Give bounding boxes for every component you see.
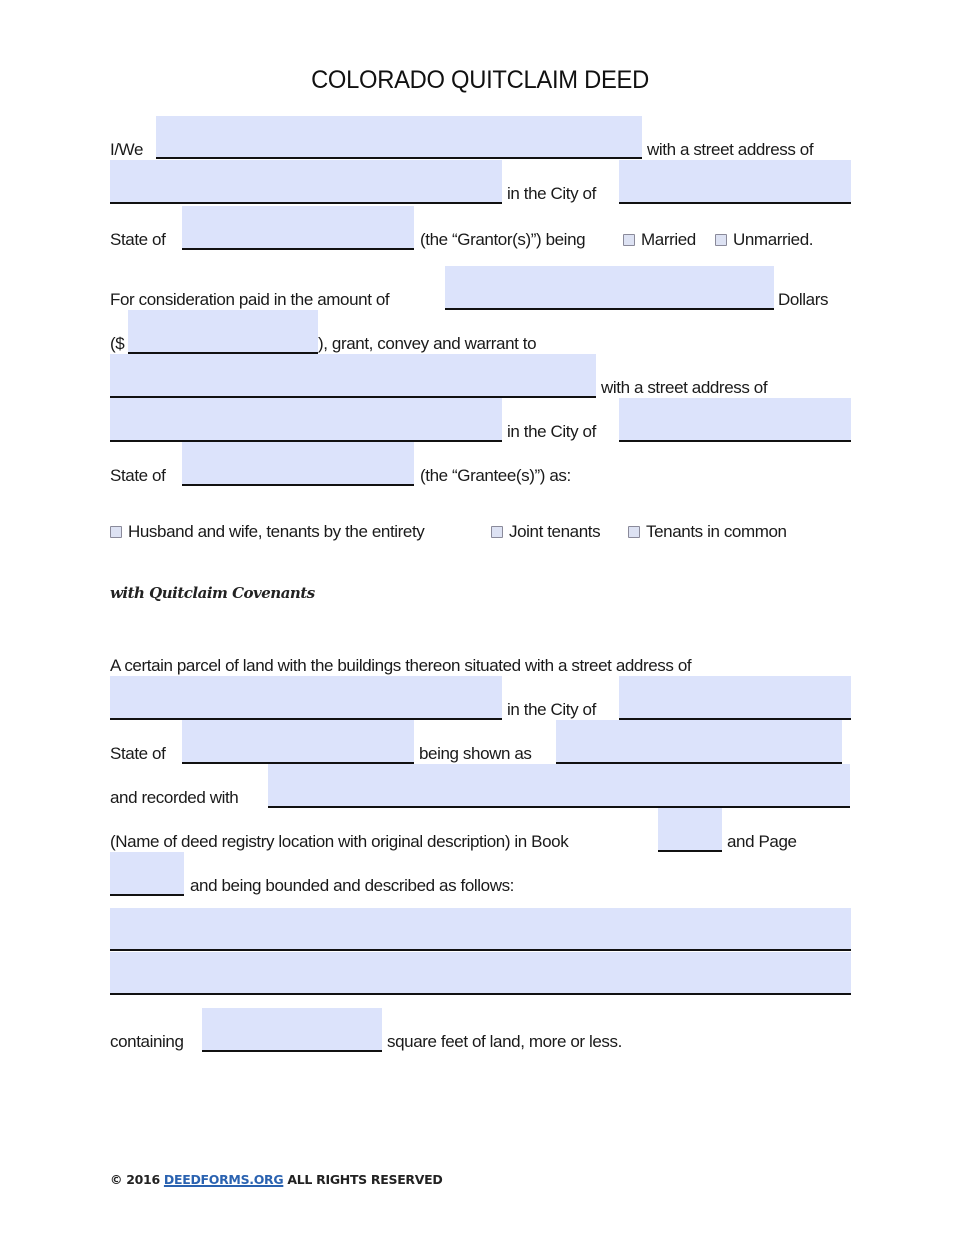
shown-as-label: being shown as [419, 744, 532, 763]
footer [110, 1172, 442, 1187]
grant-label: ), grant, convey and warrant to [318, 334, 537, 353]
amount-number-field[interactable] [128, 310, 318, 354]
grantee-label: (the “Grantee(s)”) as: [420, 466, 571, 485]
grantor-name-field[interactable] [156, 116, 642, 159]
tenancy-label: Joint tenants [509, 522, 601, 541]
tenancy-label: Husband and wife, tenants by the entirety [128, 522, 425, 541]
unmarried-label: Unmarried. [733, 230, 814, 249]
parcel-label: A certain parcel of land with the buildings thereon situated with a street address of [110, 656, 692, 675]
married-label: Married [641, 230, 696, 249]
grantor-label: (the “Grantor(s)”) being [420, 230, 586, 249]
married-checkbox[interactable] [623, 234, 635, 246]
grantor-state-field[interactable] [182, 206, 414, 250]
grantor-city-field[interactable] [619, 160, 851, 204]
common-tenants-checkbox[interactable] [628, 526, 640, 538]
page-title: COLORADO QUITCLAIM DEED [311, 66, 649, 94]
copyright-text: © 2016 [110, 1172, 160, 1187]
married-option[interactable] [623, 230, 696, 250]
grantee-city-field[interactable] [619, 398, 851, 442]
parcel-state-field[interactable] [182, 720, 414, 764]
parcel-state-label: State of [110, 744, 166, 763]
grantee-state-field[interactable] [182, 442, 414, 486]
grantor-street-field[interactable] [110, 160, 502, 204]
description-line-1[interactable] [110, 908, 851, 951]
shown-as-field[interactable] [556, 720, 842, 764]
grantor-street-label: with a street address of [647, 140, 814, 159]
page-label: and Page [727, 832, 797, 851]
bounded-label: and being bounded and described as follows: [190, 876, 514, 895]
square-feet-label: square feet of land, more or less. [387, 1032, 622, 1051]
tenancy-option-entirety[interactable] [110, 522, 424, 542]
unmarried-option[interactable] [715, 230, 813, 250]
rights-text: ALL RIGHTS RESERVED [287, 1172, 443, 1187]
grantee-state-label: State of [110, 466, 166, 485]
grantee-city-label: in the City of [507, 422, 596, 441]
covenants-heading: with Quitclaim Covenants [110, 584, 315, 602]
parcel-city-label: in the City of [507, 700, 596, 719]
dollar-sign-label: ($ [110, 334, 125, 353]
i-we-label: I/We [110, 140, 144, 159]
grantor-city-label: in the City of [507, 184, 596, 203]
tenancy-label: Tenants in common [646, 522, 787, 541]
grantee-street-field[interactable] [110, 398, 502, 442]
amount-words-field[interactable] [445, 266, 774, 310]
grantee-street-label: with a street address of [601, 378, 768, 397]
recorded-with-label: and recorded with [110, 788, 239, 807]
page-field[interactable] [110, 852, 184, 896]
joint-tenants-checkbox[interactable] [491, 526, 503, 538]
dollars-label: Dollars [778, 290, 829, 309]
entirety-checkbox[interactable] [110, 526, 122, 538]
deedforms-link[interactable]: DEEDFORMS.ORG [163, 1172, 284, 1187]
description-line-2[interactable] [110, 952, 851, 995]
amount-label: For consideration paid in the amount of [110, 290, 390, 309]
grantor-state-label: State of [110, 230, 166, 249]
square-feet-field[interactable] [202, 1008, 382, 1052]
containing-label: containing [110, 1032, 184, 1051]
registry-label: (Name of deed registry location with original description) in Book [110, 832, 569, 851]
grantee-name-field[interactable] [110, 354, 596, 398]
recorded-with-field[interactable] [268, 764, 850, 808]
tenancy-option-joint[interactable] [491, 522, 600, 542]
unmarried-checkbox[interactable] [715, 234, 727, 246]
parcel-street-field[interactable] [110, 676, 502, 720]
tenancy-option-common[interactable] [628, 522, 787, 542]
parcel-city-field[interactable] [619, 676, 851, 720]
book-field[interactable] [658, 808, 722, 852]
